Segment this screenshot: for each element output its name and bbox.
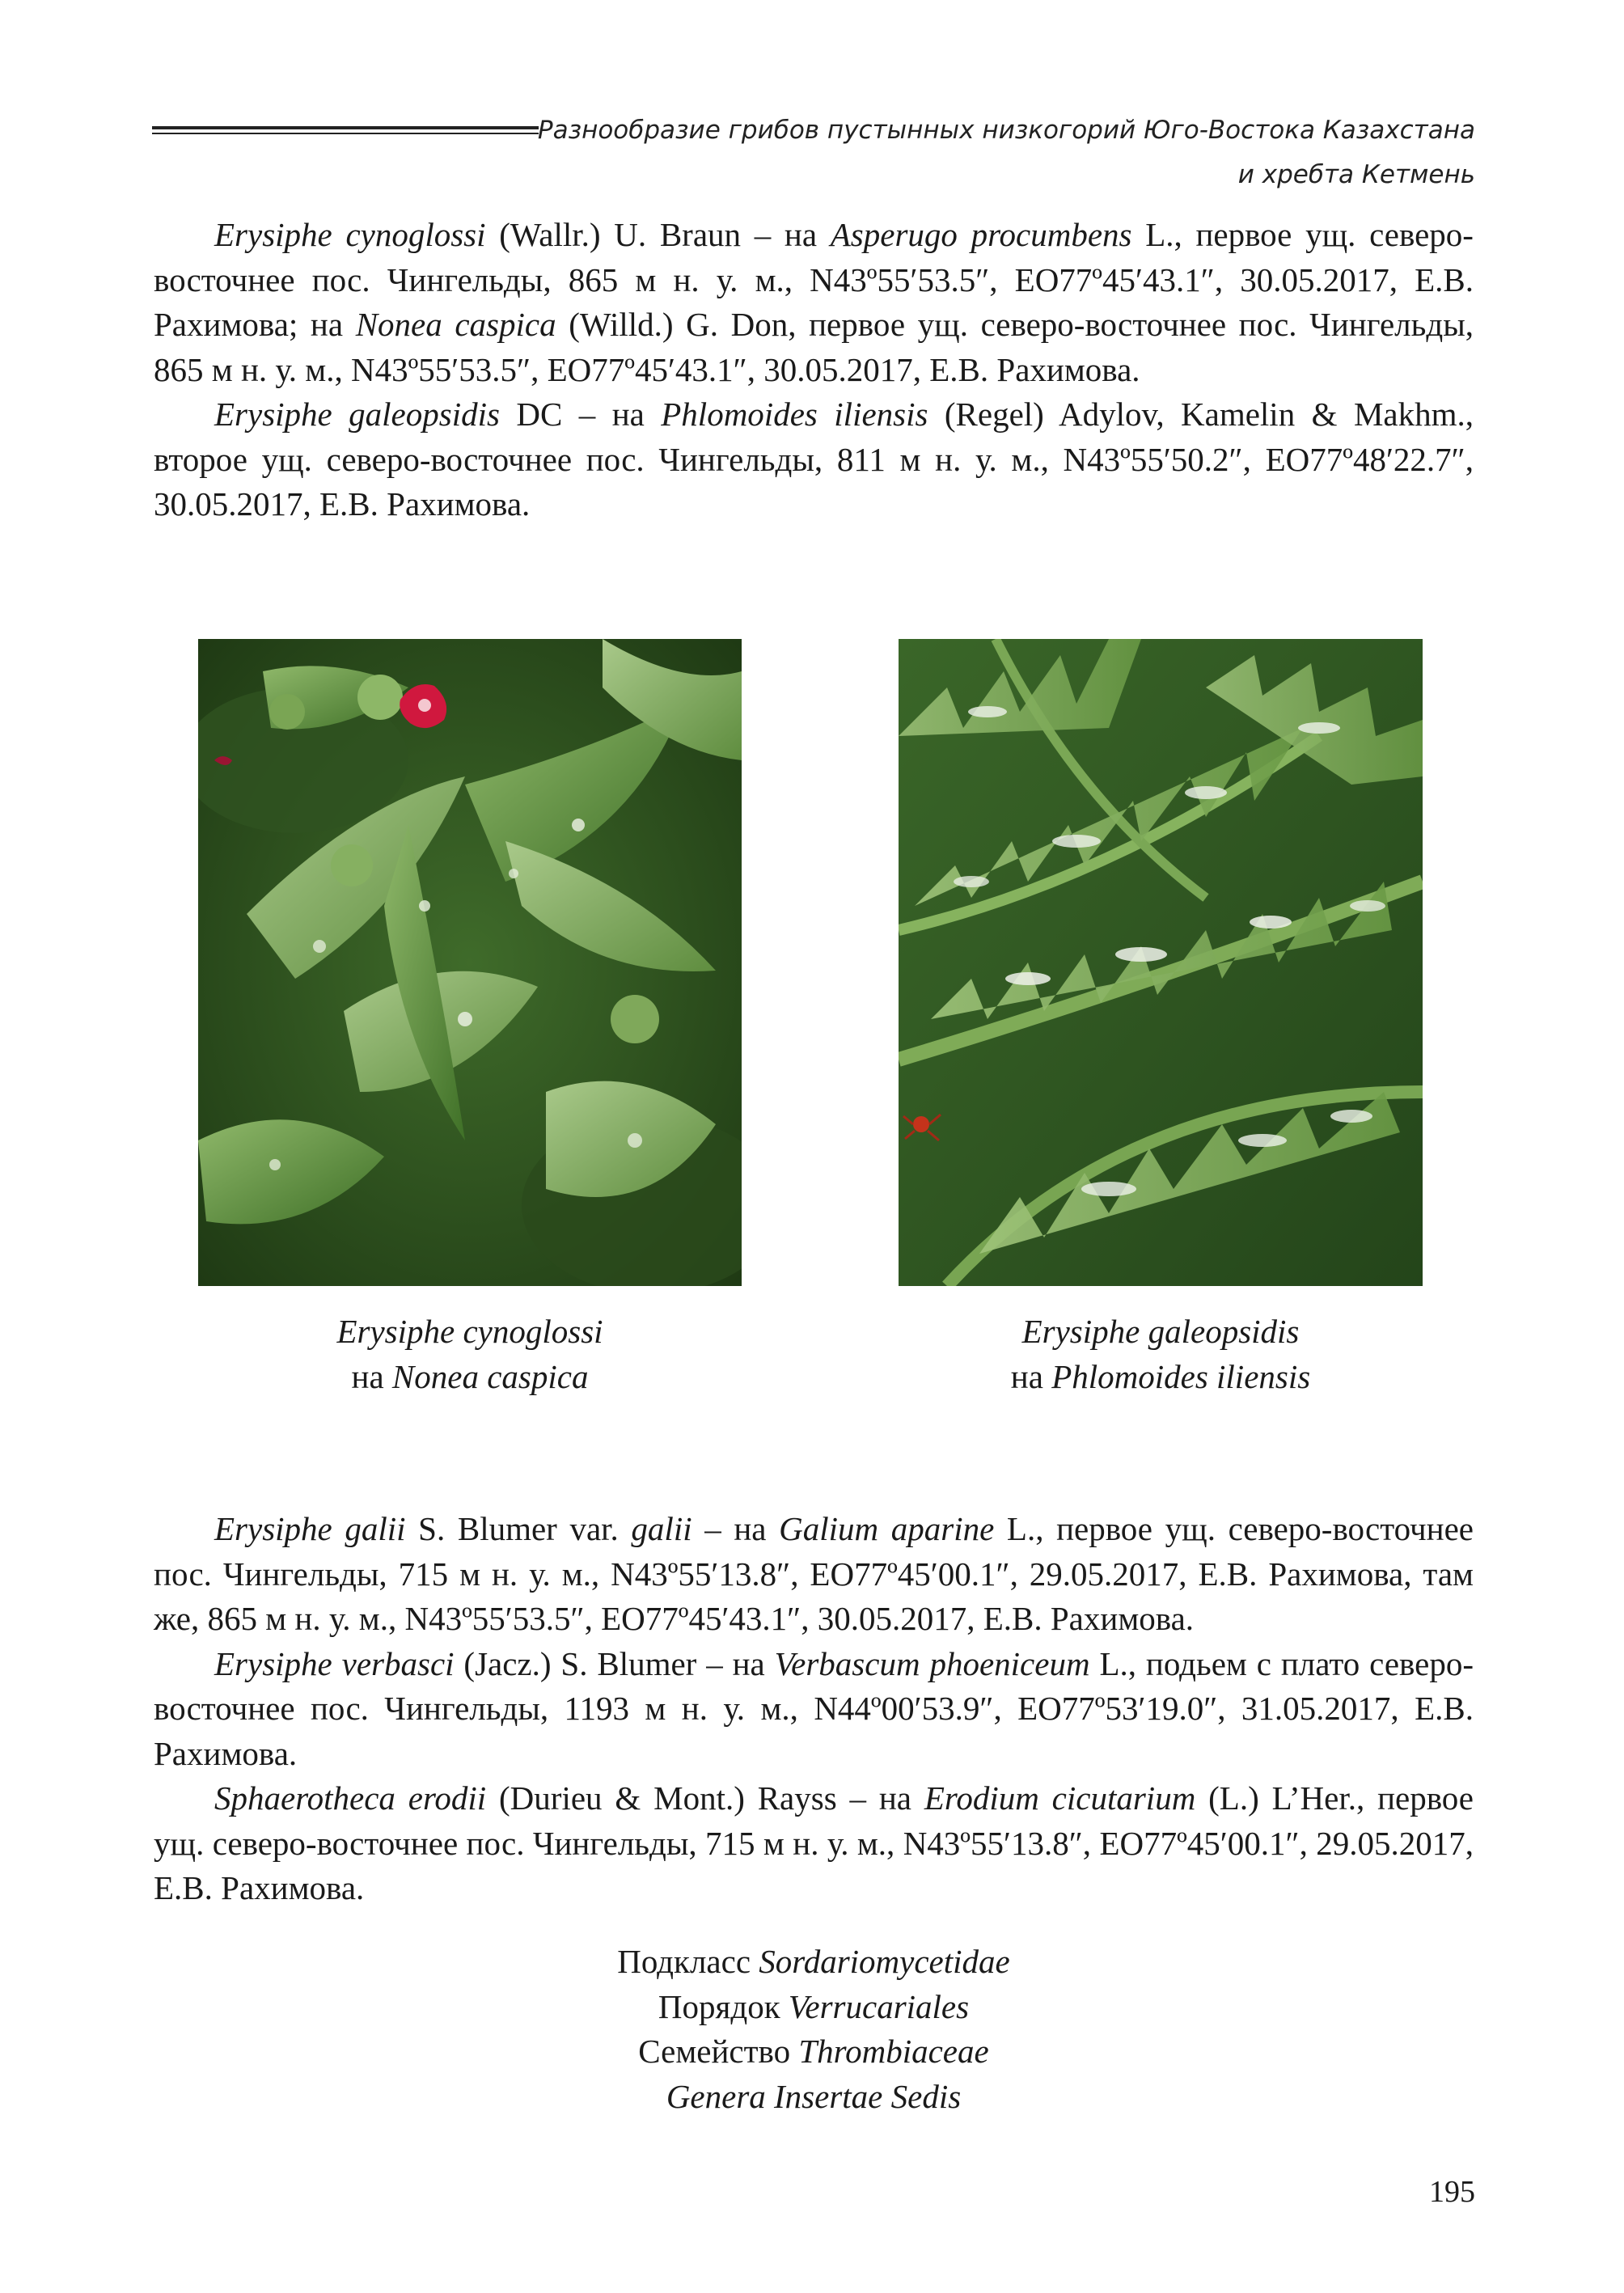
photo-phlomoides-iliensis [899, 639, 1423, 1286]
genera-heading: Genera Insertae Sedis [666, 2077, 962, 2115]
paragraph-erysiphe-cynoglossi: Erysiphe cynoglossi (Wallr.) U. Braun – на Asperugo procumbens L., первое ущ. северо-восточнее пос. Чингельды, 865 м н. у. м., N43º55′53.5″, EO77º45′43.1″, 30.05.2017, Е.В. Рахимова; на Nonea caspica (Willd.) G. Don, первое ущ. северо-восточнее пос. Чингельды, 865 м н. у. м., N43º55′53.5″, EO77º45′43.1″, 30.05.2017, Е.В. Рахимова. [154, 216, 1474, 388]
running-title-line2: и хребта Кетмень [1237, 160, 1475, 189]
taxonomy-headings [154, 1940, 1474, 2119]
page-number: 195 [1429, 2175, 1475, 2209]
caption-left-host: Nonea caspica [391, 1358, 589, 1395]
text-block-top [154, 213, 1474, 527]
paragraph-erysiphe-galeopsidis: Erysiphe galeopsidis DC – на Phlomoides iliensis (Regel) Adylov, Kamelin & Makhm., второе ущ. северо-восточнее пос. Чингельды, 811 м н. у. м., N43º55′50.2″, EO77º48′22.7″, 30.05.2017, Е.В. Рахимова. [154, 396, 1474, 522]
running-head [505, 108, 1475, 197]
paragraph-sphaerotheca-erodii: Sphaerotheca erodii (Durieu & Mont.) Rayss – на Erodium cicutarium (L.) L’Her., первое ущ. северо-восточнее пос. Чингельды, 715 м н. у. м., N43º55′13.8″, EO77º45′00.1″, 29.05.2017, Е.В. Рахимова. [154, 1779, 1474, 1906]
caption-left-species: Erysiphe cynoglossi [336, 1313, 603, 1350]
family-heading: Семейство Thrombiaceae [638, 2033, 989, 2070]
running-title-line1: Разнообразие грибов пустынных низкогорий Юго-Востока Казахстана [537, 116, 1475, 145]
caption-right-host: Phlomoides iliensis [1051, 1358, 1311, 1395]
photo-nonea-caspica [198, 639, 742, 1286]
header-rule [152, 126, 539, 136]
caption-right-species: Erysiphe galeopsidis [1021, 1313, 1300, 1350]
subclass-heading: Подкласс Sordariomycetidae [617, 1943, 1010, 1980]
caption-right: Erysiphe galeopsidis на Phlomoides iliensis [1010, 1313, 1311, 1395]
text-block-bottom [154, 1507, 1474, 1911]
paragraph-erysiphe-galii: Erysiphe galii S. Blumer var. galii – на Galium aparine L., первое ущ. северо-восточнее пос. Чингельды, 715 м н. у. м., N43º55′13.8″, EO77º45′00.1″, 29.05.2017, Е.В. Рахимова, там же, 865 м н. у. м., N43º55′53.5″, EO77º45′43.1″, 30.05.2017, Е.В. Рахимова. [154, 1510, 1474, 1637]
caption-left: Erysiphe cynoglossi на Nonea caspica [336, 1313, 603, 1395]
order-heading: Порядок Verrucariales [658, 1987, 970, 2025]
paragraph-erysiphe-verbasci: Erysiphe verbasci (Jacz.) S. Blumer – на Verbascum phoeniceum L., подьем с плато северо-восточнее пос. Чингельды, 1193 м н. у. м., N44º00′53.9″, EO77º53′19.0″, 31.05.2017, Е.В. Рахимова. [154, 1644, 1474, 1772]
